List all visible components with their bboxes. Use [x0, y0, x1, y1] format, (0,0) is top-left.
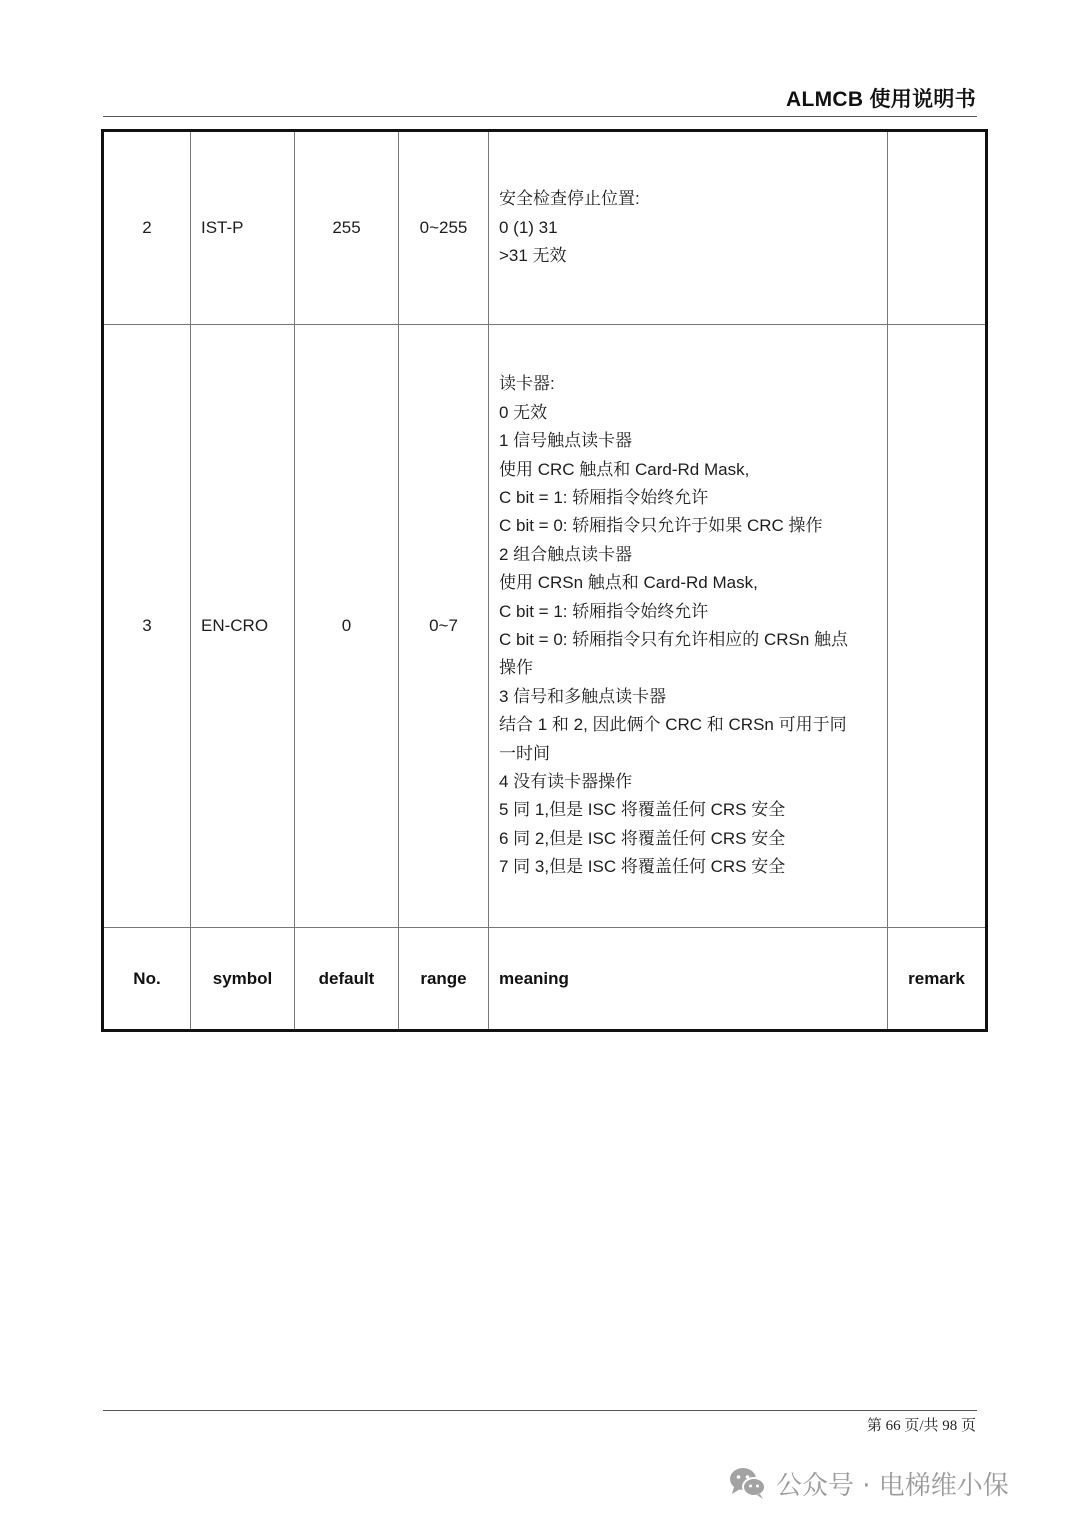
column-header-meaning: meaning [489, 928, 888, 1031]
meaning-line: 使用 CRC 触点和 Card-Rd Mask, [499, 459, 750, 479]
meaning-line: 读卡器: [499, 374, 555, 394]
cell-symbol: IST-P [191, 131, 295, 325]
meaning-line: >31 无效 [499, 246, 567, 266]
cell-meaning [489, 131, 888, 325]
meaning-line: C bit = 0: 轿厢指令只有允许相应的 CRSn 触点 [499, 630, 849, 649]
document-title: ALMCB 使用说明书 [786, 88, 976, 111]
cell-range: 0~255 [399, 131, 489, 325]
cell-range: 0~7 [399, 325, 489, 928]
cell-no: 2 [103, 131, 191, 325]
table-row [103, 325, 987, 928]
meaning-line: 安全检查停止位置: [499, 189, 640, 209]
cell-meaning [489, 325, 888, 928]
meaning-line: 0 无效 [499, 402, 548, 422]
column-header-row [103, 928, 987, 1031]
page-number: 第 66 页/共 98 页 [866, 1418, 976, 1434]
footer-divider [103, 1410, 977, 1411]
cell-no: 3 [103, 325, 191, 928]
meaning-line: 一时间 [499, 743, 550, 763]
cell-default: 0 [295, 325, 399, 928]
parameter-table [101, 129, 988, 1032]
meaning-line: 3 信号和多触点读卡器 [499, 686, 667, 706]
header-divider [103, 116, 977, 117]
meaning-line: 使用 CRSn 触点和 Card-Rd Mask, [499, 573, 758, 593]
column-header-range: range [399, 928, 489, 1031]
meaning-line: 1 信号触点读卡器 [499, 431, 633, 451]
table-row [103, 131, 987, 325]
cell-default: 255 [295, 131, 399, 325]
watermark-text: 公众号 · 电梯维小保 [776, 1470, 1009, 1501]
meaning-line: 结合 1 和 2, 因此俩个 CRC 和 CRSn 可用于同 [499, 715, 847, 735]
meaning-line: 5 同 1,但是 ISC 将覆盖任何 CRS 安全 [499, 800, 786, 820]
meaning-line: 7 同 3,但是 ISC 将覆盖任何 CRS 安全 [499, 857, 786, 877]
meaning-line: 2 组合触点读卡器 [499, 544, 633, 564]
meaning-line: C bit = 1: 轿厢指令始终允许 [499, 601, 709, 621]
meaning-line: 6 同 2,但是 ISC 将覆盖任何 CRS 安全 [499, 828, 786, 848]
meaning-line: C bit = 1: 轿厢指令始终允许 [499, 487, 709, 507]
cell-symbol: EN-CRO [191, 325, 295, 928]
meaning-line: 操作 [499, 658, 533, 678]
column-header-symbol: symbol [191, 928, 295, 1031]
column-header-remark: remark [888, 928, 987, 1031]
wechat-icon [728, 1465, 768, 1501]
watermark [728, 1462, 1009, 1504]
meaning-line: C bit = 0: 轿厢指令只允许于如果 CRC 操作 [499, 516, 823, 536]
column-header-no: No. [103, 928, 191, 1031]
meaning-line: 0 (1) 31 [499, 217, 558, 237]
meaning-line: 4 没有读卡器操作 [499, 772, 633, 792]
cell-remark [888, 131, 987, 325]
column-header-default: default [295, 928, 399, 1031]
cell-remark [888, 325, 987, 928]
